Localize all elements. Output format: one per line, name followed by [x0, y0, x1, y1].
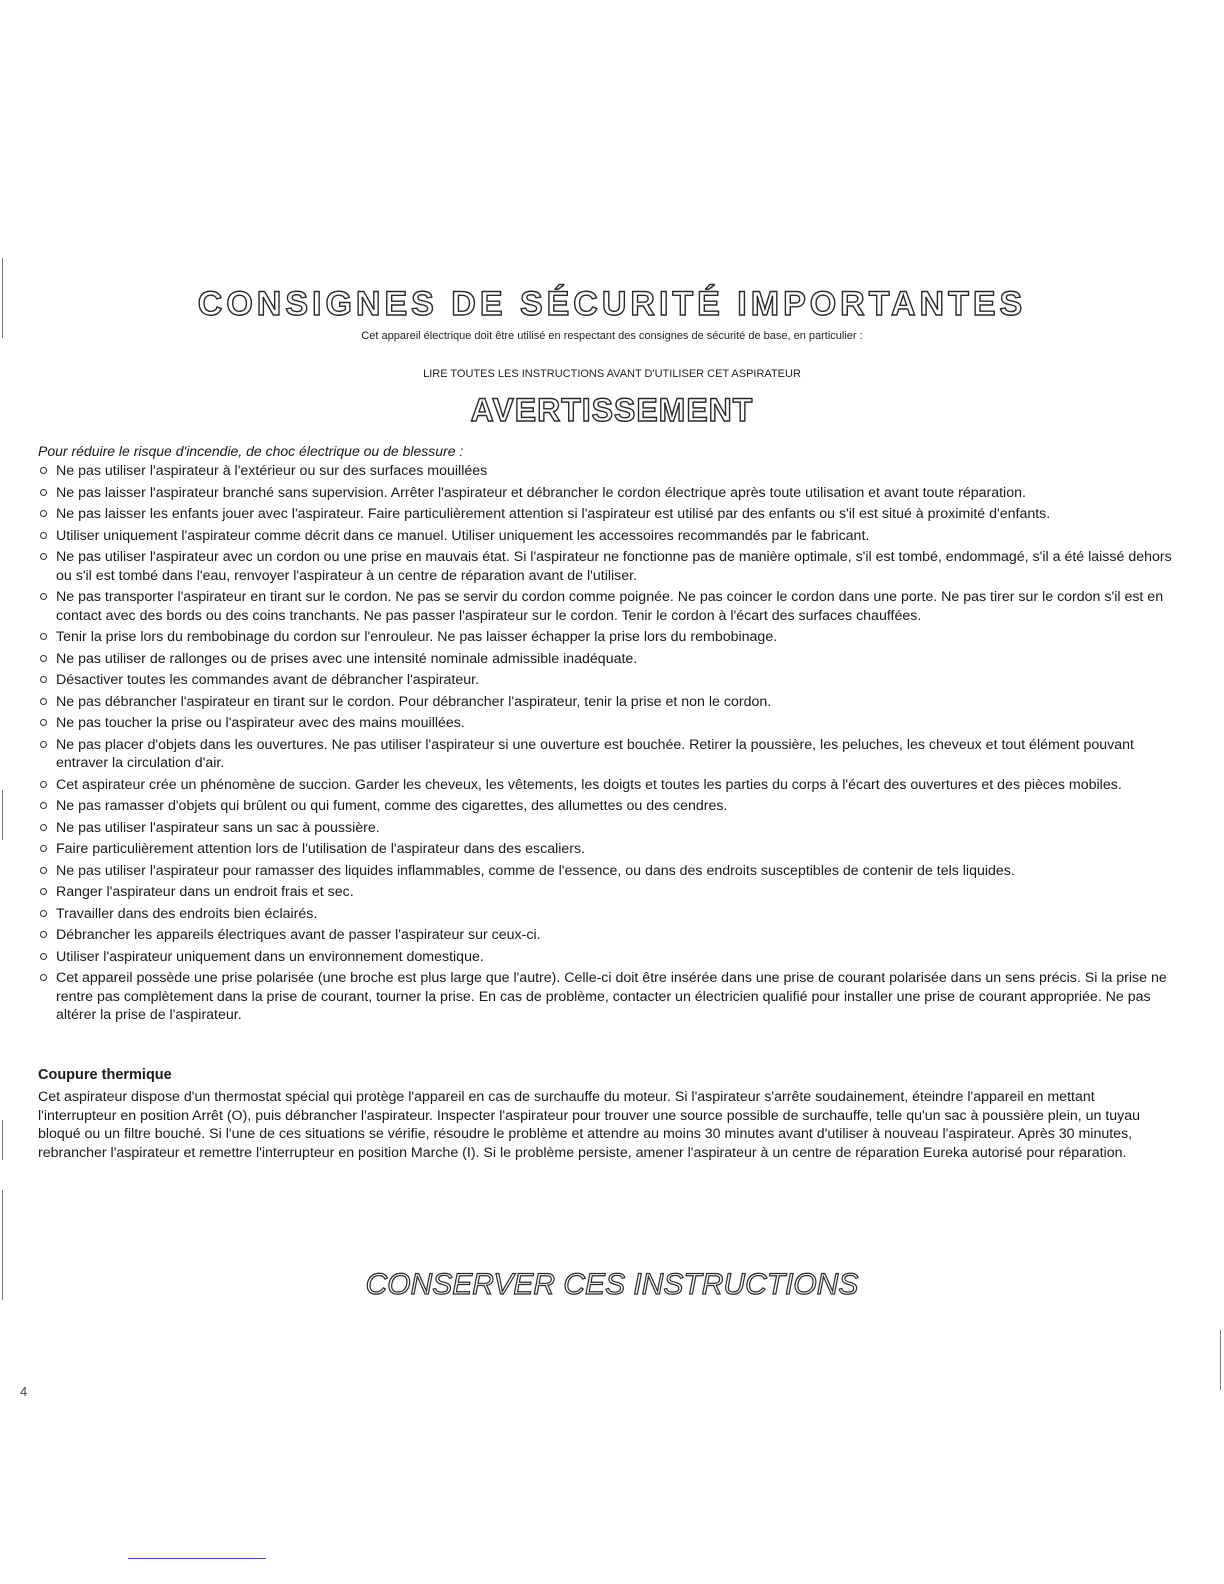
bullet-icon	[40, 553, 47, 560]
list-item-text: Ne pas utiliser l'aspirateur pour ramasser des liquides inflammables, comme de l'essence, ou dans des endroits susceptibles de contenir de tels liquides.	[56, 862, 1015, 879]
list-item	[38, 948, 1188, 967]
bullet-icon	[40, 467, 47, 474]
list-item-text: Débrancher les appareils électriques avant de passer l'aspirateur sur ceux-ci.	[56, 927, 541, 943]
list-item-text: Ne pas utiliser l'aspirateur sans un sac à poussière.	[56, 819, 380, 836]
footer-rule	[128, 1558, 266, 1559]
list-item-text: Faire particulièrement attention lors de l'utilisation de l'aspirateur dans des escaliers.	[56, 841, 586, 857]
bullet-icon	[40, 741, 47, 748]
list-item	[38, 588, 1188, 625]
list-item-text: Travailler dans des endroits bien éclairés.	[56, 905, 318, 922]
list-item-text: Ne pas utiliser l'aspirateur avec un cordon ou une prise en mauvais état. Si l'aspirateur ne fonctionne pas de manière optimale, s'il est tombé, endommagé, s'il a été laissé dehors ou s'il est tombé dans l'eau, renvoyer l'aspirateur à un centre de réparation avant de l'utiliser.	[56, 549, 1172, 584]
list-item	[38, 714, 1188, 733]
bullet-icon	[40, 845, 47, 852]
edge-mark	[2, 790, 3, 840]
warning-title: AVERTISSEMENT	[470, 392, 754, 428]
list-item	[38, 736, 1188, 773]
safety-rules-list	[38, 462, 1188, 1028]
bullet-icon	[40, 867, 47, 874]
list-item-text: Ne pas transporter l'aspirateur en tirant sur le cordon. Ne pas se servir du cordon comme poignée. Ne pas coincer le cordon dans une porte. Ne pas tirer sur le cordon s'il est en contact avec des bords ou des coins tranchants. Ne pas passer l'aspirateur sur le cordon. Tenir le cordon à l'écart des surfaces chauffées.	[56, 589, 1164, 624]
list-item-text: Tenir la prise lors du rembobinage du cordon sur l'enrouleur. Ne pas laisser échapper la prise lors du rembobinage.	[56, 629, 778, 645]
list-item	[38, 548, 1188, 585]
bullet-icon	[40, 532, 47, 539]
list-item	[38, 862, 1188, 881]
bullet-icon	[40, 931, 47, 938]
bullet-icon	[40, 719, 47, 726]
bullet-icon	[40, 824, 47, 831]
bullet-icon	[40, 489, 47, 496]
list-item-text: Ne pas ramasser d'objets qui brûlent ou qui fument, comme des cigarettes, des allumettes ou des cendres.	[56, 798, 728, 814]
bullet-icon	[40, 676, 47, 683]
list-item-text: Désactiver toutes les commandes avant de débrancher l'aspirateur.	[56, 672, 480, 688]
bullet-icon	[40, 974, 47, 981]
thermal-body: Cet aspirateur dispose d'un thermostat spécial qui protège l'appareil en cas de surchauffe du moteur. Si l'aspirateur s'arrête soudainement, éteindre l'appareil en mettant l'interrupteur en position Arrêt (O), puis débrancher l'aspirateur. Inspecter l'aspirateur pour trouver une source possible de surchauffe, telle qu'un sac à poussière plein, un tuyau bloqué ou un filtre bouché. Si l'une de ces situations se vérifie, résoudre le problème et attendre au moins 30 minutes avant d'utiliser à nouveau l'aspirateur. Après 30 minutes, rebrancher l'aspirateur et remettre l'interrupteur en position Marche (I). Si le problème persiste, amener l'aspirateur à un centre de réparation Eureka autorisé pour réparation.	[38, 1089, 1141, 1161]
list-item-text: Ne pas laisser les enfants jouer avec l'aspirateur. Faire particulièrement attention si l'aspirateur est utilisé par des enfants ou s'il est situé à proximité d'enfants.	[56, 506, 1051, 522]
list-item-text: Ne pas laisser l'aspirateur branché sans supervision. Arrêter l'aspirateur et débrancher le cordon électrique après toute utilisation et avant toute réparation.	[56, 484, 1026, 501]
save-instructions-title: CONSERVER CES INSTRUCTIONS	[365, 1268, 859, 1301]
edge-mark	[2, 1120, 3, 1160]
list-item	[38, 797, 1188, 816]
bullet-icon	[40, 910, 47, 917]
list-item	[38, 819, 1188, 838]
list-item	[38, 484, 1188, 503]
list-item	[38, 969, 1188, 1025]
page-title: CONSIGNES DE SÉCURITÉ IMPORTANTES	[197, 285, 1027, 323]
bullet-icon	[40, 698, 47, 705]
read-all-notice: LIRE TOUTES LES INSTRUCTIONS AVANT D'UTILISER CET ASPIRATEUR	[423, 368, 801, 380]
list-item-text: Utiliser l'aspirateur uniquement dans un environnement domestique.	[56, 948, 484, 965]
list-item	[38, 883, 1188, 902]
list-item-text: Cet appareil possède une prise polarisée (une broche est plus large que l'autre). Celle-ci doit être insérée dans une prise de courant polarisée dans un sens précis. Si la prise ne rentre pas complètement dans la prise de courant, tourner la prise. En cas de problème, contacter un électricien qualifié pour installer une prise de courant appropriée. Ne pas altérer la prise de l'aspirateur.	[56, 970, 1167, 1023]
list-item-text: Ne pas placer d'objets dans les ouvertures. Ne pas utiliser l'aspirateur si une ouverture est bouchée. Retirer la poussière, les peluches, les cheveux et tout élément pouvant entraver la circulation d'air.	[56, 736, 1134, 771]
list-item	[38, 905, 1188, 924]
list-item	[38, 462, 1188, 481]
list-item	[38, 840, 1188, 859]
list-item-text: Ne pas débrancher l'aspirateur en tirant sur le cordon. Pour débrancher l'aspirateur, tenir la prise et non le cordon.	[56, 693, 772, 710]
list-item	[38, 650, 1188, 669]
list-item	[38, 505, 1188, 524]
list-item-text: Ne pas utiliser l'aspirateur à l'extérieur ou sur des surfaces mouillées	[56, 463, 488, 479]
list-item-text: Ne pas utiliser de rallonges ou de prises avec une intensité nominale admissible inadéquate.	[56, 650, 638, 667]
list-item	[38, 527, 1188, 546]
bullet-icon	[40, 655, 47, 662]
list-item	[38, 628, 1188, 647]
list-item-text: Ranger l'aspirateur dans un endroit frais et sec.	[56, 884, 354, 900]
bullet-icon	[40, 633, 47, 640]
thermal-heading: Coupure thermique	[38, 1067, 172, 1083]
list-item	[38, 693, 1188, 712]
list-item	[38, 776, 1188, 795]
page-number: 4	[20, 1384, 28, 1399]
bullet-icon	[40, 593, 47, 600]
list-item	[38, 926, 1188, 945]
edge-mark	[1220, 1330, 1221, 1390]
warning-intro: Pour réduire le risque d'incendie, de choc électrique ou de blessure :	[38, 443, 464, 459]
bullet-icon	[40, 953, 47, 960]
list-item-text: Cet aspirateur crée un phénomène de succion. Garder les cheveux, les vêtements, les doigts et toutes les parties du corps à l'écart des ouvertures et des pièces mobiles.	[56, 776, 1122, 793]
bullet-icon	[40, 510, 47, 517]
bullet-icon	[40, 802, 47, 809]
bullet-icon	[40, 781, 47, 788]
subtitle: Cet appareil électrique doit être utilisé en respectant des consignes de sécurité de base, en particulier :	[361, 330, 863, 342]
list-item-text: Utiliser uniquement l'aspirateur comme décrit dans ce manuel. Utiliser uniquement les accessoires recommandés par le fabricant.	[56, 527, 870, 544]
list-item-text: Ne pas toucher la prise ou l'aspirateur avec des mains mouillées.	[56, 715, 465, 731]
bullet-icon	[40, 888, 47, 895]
list-item	[38, 671, 1188, 690]
